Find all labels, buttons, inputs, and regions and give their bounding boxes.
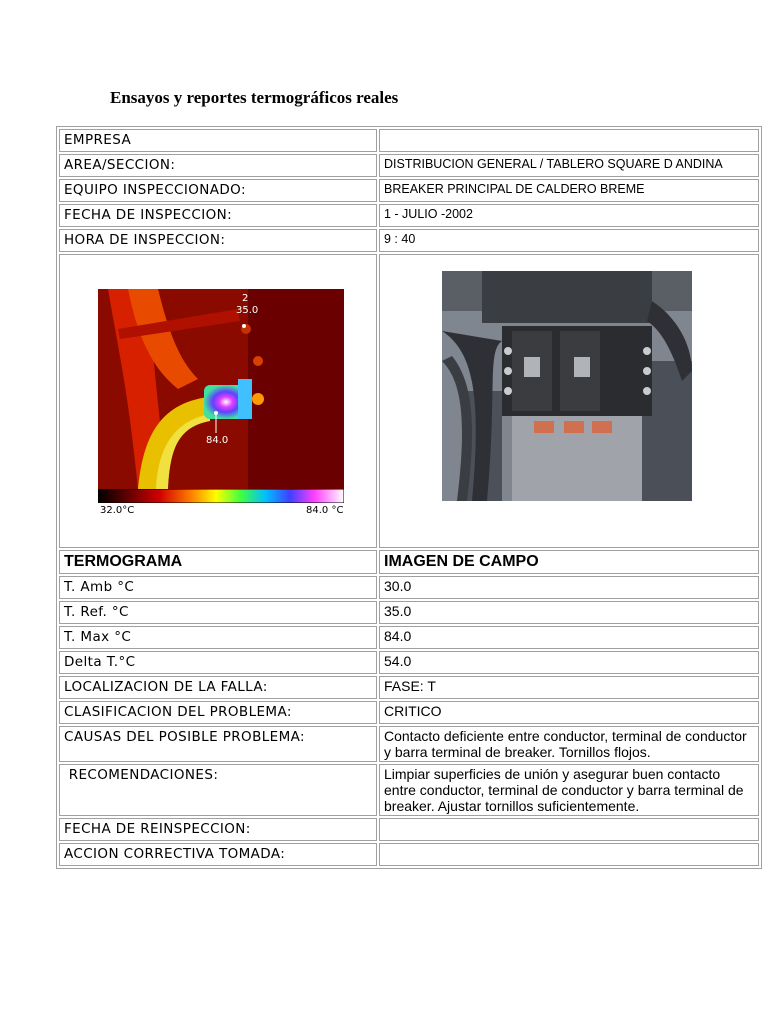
value-equipo: BREAKER PRINCIPAL DE CALDERO BREME (379, 179, 759, 202)
label-delta-t: Delta T.°C (59, 651, 377, 674)
value-recomendaciones: Limpiar superficies de unión y asegurar buen contacto entre conductor, terminal de conductor y barra terminal de breaker. Ajustar tornillos suficientemente. (379, 764, 759, 816)
label-localizacion: LOCALIZACION DE LA FALLA: (59, 676, 377, 699)
label-fecha-reinspeccion: FECHA DE REINSPECCION: (59, 818, 377, 841)
row-causas (59, 726, 759, 762)
label-t-ref: T. Ref. °C (59, 601, 377, 624)
value-hora: 9 : 40 (379, 229, 759, 252)
header-termograma: TERMOGRAMA (59, 550, 377, 574)
value-area: DISTRIBUCION GENERAL / TABLERO SQUARE D ANDINA (379, 154, 759, 177)
label-causas: CAUSAS DEL POSIBLE PROBLEMA: (59, 726, 377, 762)
value-t-amb: 30.0 (379, 576, 759, 599)
value-empresa (379, 129, 759, 152)
row-delta-t (59, 651, 759, 674)
inspection-report-table (56, 126, 762, 869)
field-photo-image (442, 271, 692, 501)
label-t-amb: T. Amb °C (59, 576, 377, 599)
thermogram-point-ref: 35.0 (236, 305, 259, 316)
row-fecha-reinspeccion (59, 818, 759, 841)
label-hora: HORA DE INSPECCION: (59, 229, 377, 252)
row-area (59, 154, 759, 177)
row-localizacion (59, 676, 759, 699)
value-causas: Contacto deficiente entre conductor, terminal de conductor y barra terminal de breaker. Tornillos flojos. (379, 726, 759, 762)
value-localizacion: FASE: T (379, 676, 759, 699)
label-equipo: EQUIPO INSPECCIONADO: (59, 179, 377, 202)
row-headers (59, 550, 759, 574)
thermogram-point-id: 2 (242, 293, 249, 304)
value-clasificacion: CRITICO (379, 701, 759, 724)
row-t-ref (59, 601, 759, 624)
row-accion-correctiva (59, 843, 759, 866)
row-images (59, 254, 759, 548)
row-fecha (59, 204, 759, 227)
label-t-max: T. Max °C (59, 626, 377, 649)
row-clasificacion (59, 701, 759, 724)
value-fecha: 1 - JULIO -2002 (379, 204, 759, 227)
field-image-cell (379, 254, 759, 548)
label-clasificacion: CLASIFICACION DEL PROBLEMA: (59, 701, 377, 724)
label-area: AREA/SECCION: (59, 154, 377, 177)
value-accion-correctiva (379, 843, 759, 866)
header-imagen-de-campo: IMAGEN DE CAMPO (379, 550, 759, 574)
row-t-amb (59, 576, 759, 599)
thermogram-point-max: 84.0 (206, 435, 229, 446)
thermogram-image (98, 289, 344, 489)
label-accion-correctiva: ACCION CORRECTIVA TOMADA: (59, 843, 377, 866)
value-delta-t: 54.0 (379, 651, 759, 674)
label-fecha: FECHA DE INSPECCION: (59, 204, 377, 227)
label-recomendaciones: RECOMENDACIONES: (59, 764, 377, 816)
scale-min-label: 32.0°C (100, 505, 135, 516)
row-recomendaciones (59, 764, 759, 816)
temperature-scale-bar (98, 489, 344, 503)
value-t-max: 84.0 (379, 626, 759, 649)
document-title: Ensayos y reportes termográficos reales (110, 88, 399, 107)
row-t-max (59, 626, 759, 649)
label-empresa: EMPRESA (59, 129, 377, 152)
value-fecha-reinspeccion (379, 818, 759, 841)
scale-max-label: 84.0 °C (306, 505, 344, 516)
row-empresa (59, 129, 759, 152)
thermogram-cell (59, 254, 377, 548)
row-equipo (59, 179, 759, 202)
row-hora (59, 229, 759, 252)
value-t-ref: 35.0 (379, 601, 759, 624)
